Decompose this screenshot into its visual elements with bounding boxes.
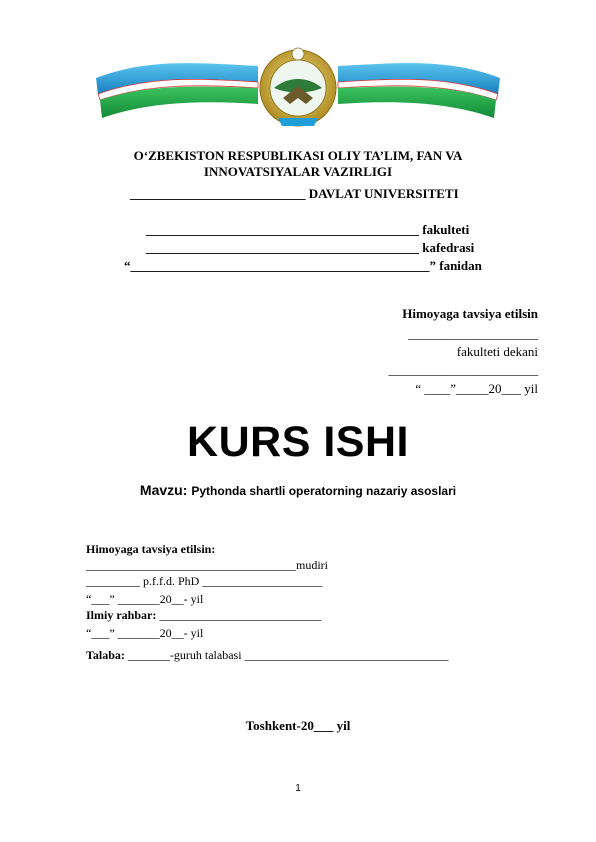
emblem-center [260,48,336,126]
degree-line: _________ p.f.f.d. PhD ____________________ [86,574,323,588]
subject-close: ” fanidan [429,258,482,273]
supervisor-label: Ilmiy rahbar: [86,608,157,622]
document-title: KURS ISHI [187,418,409,466]
recommend-label: Himoyaga tavsiya etilsin: [86,542,216,556]
ministry-title-line1: O‘ZBEKISTON RESPUBLIKASI OLIY TA’LIM, FAN VA [133,148,463,163]
approval-date: “ ____”_____20___ yil [415,381,538,396]
department-suffix: kafedrasi [422,240,475,255]
supervisor-blank: ___________________________ [159,608,322,622]
dean-label: fakulteti dekani [456,344,538,359]
subject-line [124,258,482,274]
faculty-blank: __________________________________________ [146,222,419,237]
department-head-line: ___________________________________mudiri [86,558,328,572]
topic-text: Pythonda shartli operatorning nazariy asoslari [191,484,457,498]
page-number: 1 [295,783,301,794]
date-line-1: “___” _______20__- yil [86,592,204,606]
student-blank: _______-guruh talabasi __________________________________ [127,648,449,662]
student-label: Talaba: [86,648,125,662]
university-blank: ___________________________ [130,186,306,201]
flag-right [338,63,500,118]
topic-label: Mavzu: [139,482,188,498]
topic-line [0,482,596,500]
faculty-suffix: fakulteti [422,222,470,237]
supervisor-line [86,608,321,623]
approval-line2: _______________________ [388,362,538,377]
subject-open: “______________________________________________ [124,258,430,273]
department-line [146,240,474,256]
date-line-2: “___” _______20__- yil [86,626,204,640]
approval-title: Himoyaga tavsiya etilsin [402,306,538,321]
ministry-title-line2: INNOVATSIYALAR VAZIRLIGI [203,164,393,179]
city-year: Toshkent-20___ yil [245,718,351,733]
state-emblem-image [88,38,508,130]
university-suffix: DAVLAT UNIVERSITETI [308,186,459,201]
faculty-line [146,222,469,238]
flag-left [96,63,258,118]
department-blank: __________________________________________ [146,240,419,255]
approval-line1: ____________________ [408,326,538,341]
student-line [86,648,449,663]
university-line [130,186,459,202]
